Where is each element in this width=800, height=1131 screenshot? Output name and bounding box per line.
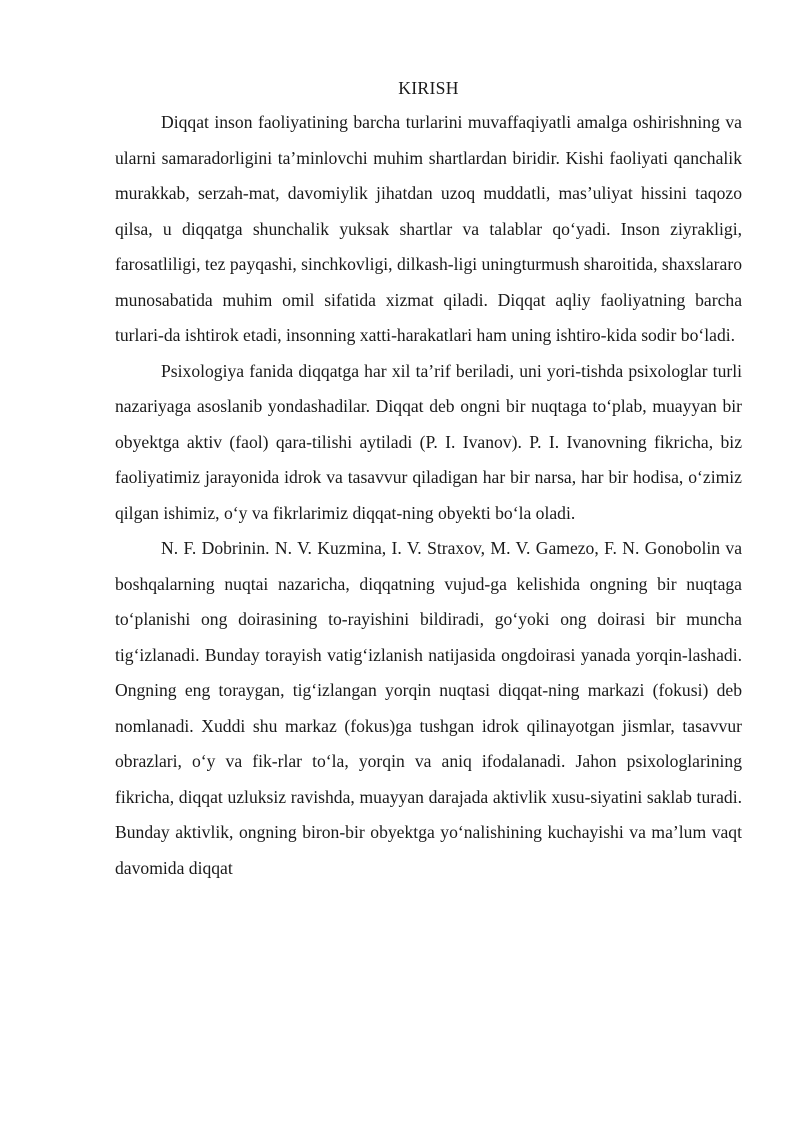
paragraph-intro: Diqqat inson faoliyatining barcha turlarini muvaffaqiyatli amalga oshirishning va ularni samaradorligini ta’minlovchi muhim shartlardan biridir. Kishi faoliyati qanchalik murakkab, serzah-mat, davomiylik jihatdan uzoq muddatli, mas’uliyat hissini taqozo qilsa, u diqqatga shunchalik yuksak shartlar va talablar qo‘yadi. Inson ziyrakligi, farosatliligi, tez payqashi, sinchkovligi, dilkash-ligi uningturmush sharoitida, shaxslararo munosabatida muhim omil sifatida xizmat qiladi. Diqqat aqliy faoliyatning barcha turlari-da ishtirok etadi, insonning xatti-harakatlari ham uning ishtiro-kida sodir bo‘ladi. — [115, 112, 742, 345]
page-heading: KIRISH — [398, 78, 459, 98]
paragraph-definition: Psixologiya fanida diqqatga har xil ta’rif beriladi, uni yori-tishda psixologlar turli nazariyaga asoslanib yondashadilar. Diqqat deb ongni bir nuqtaga to‘plab, muayyan bir obyektga aktiv (faol) qara-tilishi aytiladi (P. I. Ivanov). P. I. Ivanovning fikricha, biz faoliyatimiz jarayonida idrok va tasavvur qiladigan har bir narsa, har bir hodisa, o‘zimiz qilgan ishimiz, o‘y va fikrlarimiz diqqat-ning obyekti bo‘la oladi. — [115, 360, 742, 523]
paragraph-views: N. F. Dobrinin. N. V. Kuzmina, I. V. Straxov, M. V. Gamezo, F. N. Gonobolin va boshqalarning nuqtai nazaricha, diqqatning vujud-ga kelishida ongning bir nuqtaga to‘planishi ong doirasining to-rayishini bildiradi, go‘yoki ong doirasi bir muncha tig‘izlanadi. Bunday torayish vatig‘izlanish natijasida ongdoirasi yanada yorqin-lashadi. Ongning eng toraygan, tig‘izlangan yorqin nuqtasi diqqat-ning markazi (fokusi) deb nomlanadi. Xuddi shu markaz (fokus)ga tushgan idrok qilinayotgan jismlar, tasavvur obrazlari, o‘y va fik-rlar to‘la, yorqin va aniq ifodalanadi. Jahon psixologlarining fikricha, diqqat uzluksiz ravishda, muayyan darajada aktivlik xusu-siyatini saklab turadi. Bunday aktivlik, ongning biron-bir obyektga yo‘nalishining kuchayishi va ma’lum vaqt davomida diqqat — [115, 538, 742, 878]
